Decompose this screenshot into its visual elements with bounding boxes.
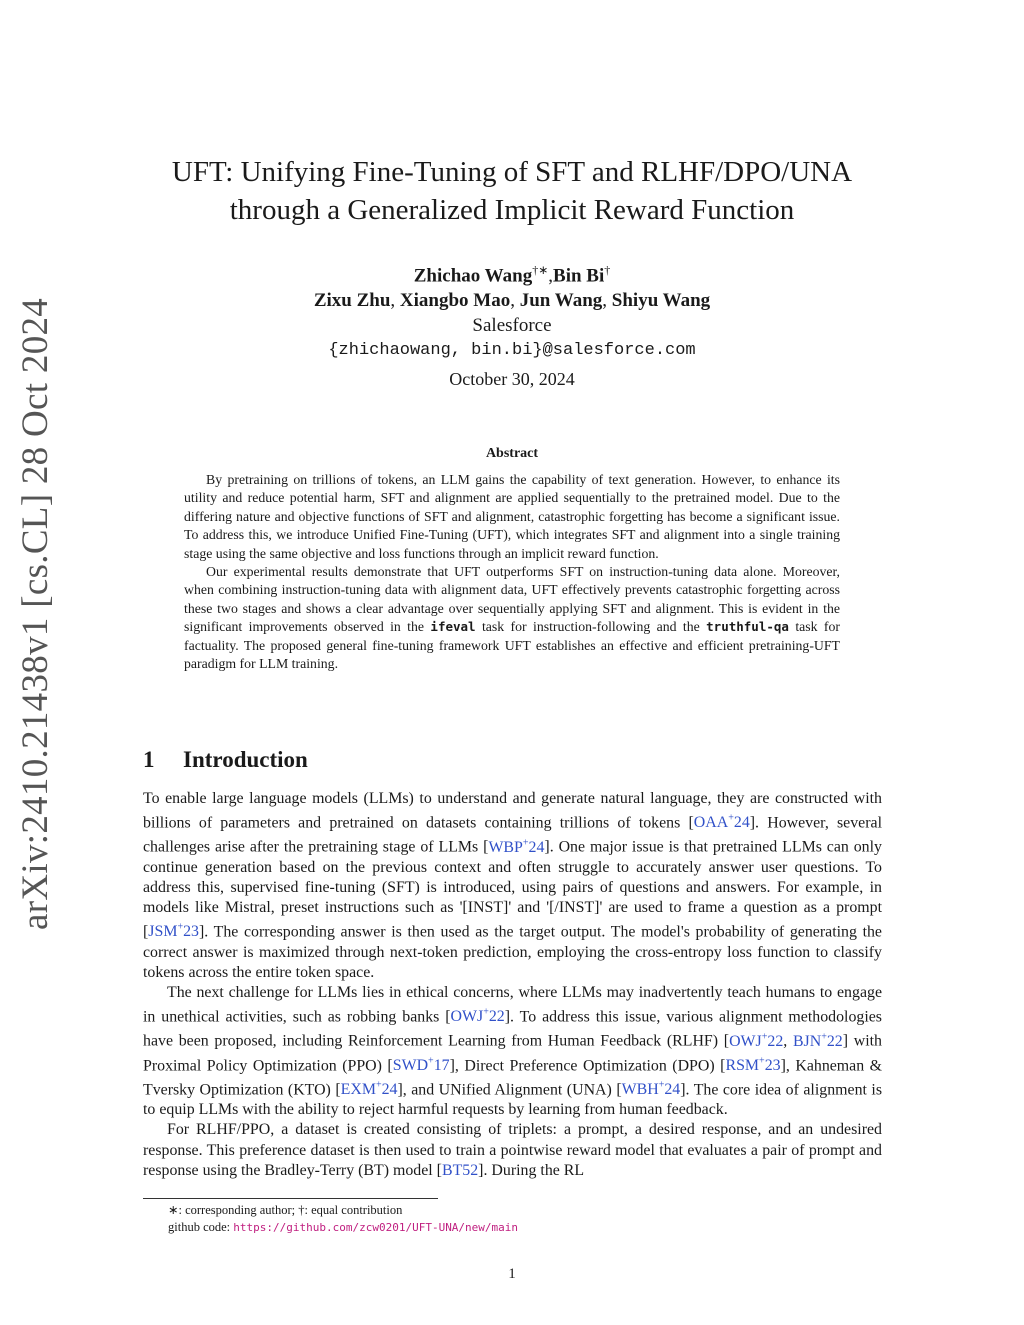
author-name: Xiangbo Mao — [399, 290, 511, 312]
paper-date: October 30, 2024 — [449, 369, 575, 389]
author-name: Jun Wang — [519, 290, 603, 312]
intro-paragraph-1: To enable large language models (LLMs) to understand and generate natural language, they are constructed with billions of parameters and pretrained on datasets containing trillions of tokens [OAA+24]. However, several challenges arise after the pretraining stage of LLMs [WBP+24]. One major issue is that pretrained LLMs can only continue generation based on the previous context and often struggle to accurately answer user questions. To address this, supervised fine-tuning (SFT) is introduced, using pairs of questions and answers. For example, in models like Mistral, preset instructions such as '[INST]' and '[/INST]' are used to frame a question as a prompt [JSM+23]. The corresponding answer is then used as the target output. The model's probability of generating the correct answer is maximized through next-token prediction, employing the cross-entropy loss function to classify tokens across the entire token space. — [143, 790, 882, 981]
author-line-1: Zhichao Wang†∗,Bin Bi† — [413, 263, 611, 287]
footnote-1: ∗: corresponding author; †: equal contribution — [168, 1203, 403, 1217]
section-number: 1 — [143, 747, 155, 772]
introduction-body — [143, 789, 882, 1181]
citation-link[interactable]: OAA+24 — [693, 813, 750, 832]
title-line-1: UFT: Unifying Fine-Tuning of SFT and RLHF/DPO/UNA — [171, 156, 853, 188]
author-mark: † — [604, 263, 611, 277]
author-name: Bin Bi — [553, 265, 605, 287]
intro-paragraph-2: The next challenge for LLMs lies in ethical concerns, where LLMs may inadvertently teach humans to engage in unethical activities, such as robbing banks [OWJ+22]. To address this issue, various alignment methodologies have been proposed, including Reinforcement Learning from Human Feedback (RLHF) [OWJ+22, BJN+22] with Proximal Policy Optimization (PPO) [SWD+17], Direct Preference Optimization (DPO) [RSM+23], Kahneman & Tversky Optimization (KTO) [EXM+24], and UNified Alignment (UNA) [WBH+24]. The core idea of alignment is to equip LLMs with the ability to reject harmful requests by learning from human feedback. — [143, 983, 883, 1119]
author-mark: †∗ — [532, 263, 549, 277]
citation-link[interactable]: OWJ+22 — [450, 1006, 505, 1026]
footnotes — [168, 1202, 518, 1236]
arxiv-identifier: arXiv:2410.21438v1 [cs.CL] 28 Oct 2024 — [15, 297, 56, 930]
citation-link[interactable]: RSM+23 — [725, 1055, 781, 1074]
footnote-2: github code: https://github.com/zcw0201/UFT-UNA/new/main — [168, 1219, 519, 1234]
author-line-2: Zixu Zhu, Xiangbo Mao, Jun Wang, Shiyu Wang — [313, 290, 711, 312]
keyword-ifeval: ifeval — [430, 619, 476, 635]
author-name: Shiyu Wang — [611, 290, 711, 312]
affiliation: Salesforce — [472, 315, 552, 337]
author-block — [100, 258, 924, 363]
section-heading — [143, 747, 308, 773]
citation-link[interactable]: WBH+24 — [621, 1080, 681, 1099]
citation-link[interactable]: BT52 — [441, 1161, 479, 1179]
keyword-truthful-qa: truthful-qa — [706, 619, 789, 635]
author-name: Zhichao Wang — [413, 265, 533, 287]
intro-paragraph-3: For RLHF/PPO, a dataset is created consisting of triplets: a prompt, a desired response, and an undesired response. This preference dataset is then used to train a pointwise reward model that evaluates a pair of prompt and response using the Bradley-Terry (BT) model [BT52]. During the RL — [143, 1121, 882, 1179]
citation-link[interactable]: SWD+17 — [392, 1055, 450, 1074]
footnote-rule — [143, 1198, 438, 1199]
citation-link[interactable]: OWJ+22 — [729, 1031, 784, 1050]
paper-title — [100, 153, 924, 229]
citation-link[interactable]: JSM+23 — [148, 922, 199, 941]
abstract-heading: Abstract — [485, 446, 539, 461]
github-link[interactable]: https://github.com/zcw0201/UFT-UNA/new/main — [233, 1220, 519, 1234]
abstract-paragraph-2: Our experimental results demonstrate that UFT outperforms SFT on instruction-tuning data alone. Moreover, when combining instruction-tuning data with alignment data, UFT effectively prevents catastrophic forgetting across these two stages and shows a clear advantage over sequentially applying SFT and alignment. This is evident in the significant improvements observed in the ifeval task for instruction-following and the truthful-qa task for factuality. The proposed general fine-tuning framework UFT establishes an effective and efficient pretraining-UFT paradigm for LLM training. — [184, 564, 841, 672]
abstract-body — [184, 471, 840, 673]
title-line-2: through a Generalized Implicit Reward Function — [229, 194, 795, 226]
author-email: {zhichaowang, bin.bi}@salesforce.com — [328, 341, 696, 361]
page-number: 1 — [508, 1266, 516, 1282]
citation-link[interactable]: WBP+24 — [488, 837, 545, 856]
abstract-paragraph-1: By pretraining on trillions of tokens, an LLM gains the capability of text generation. However, to enhance its utility and reduce potential harm, SFT and alignment are applied sequentially to the pretrained model. Due to the differing nature and objective functions of SFT and alignment, catastrophic forgetting has become a significant issue. To address this, we introduce Unified Fine-Tuning (UFT), which integrates SFT and alignment into a single training stage using the same objective and loss functions through an implicit reward function. — [184, 472, 840, 561]
section-title: Introduction — [183, 747, 308, 772]
citation-link[interactable]: EXM+24 — [340, 1080, 398, 1099]
citation-link[interactable]: BJN+22 — [792, 1031, 843, 1050]
author-name: Zixu Zhu — [313, 290, 391, 312]
